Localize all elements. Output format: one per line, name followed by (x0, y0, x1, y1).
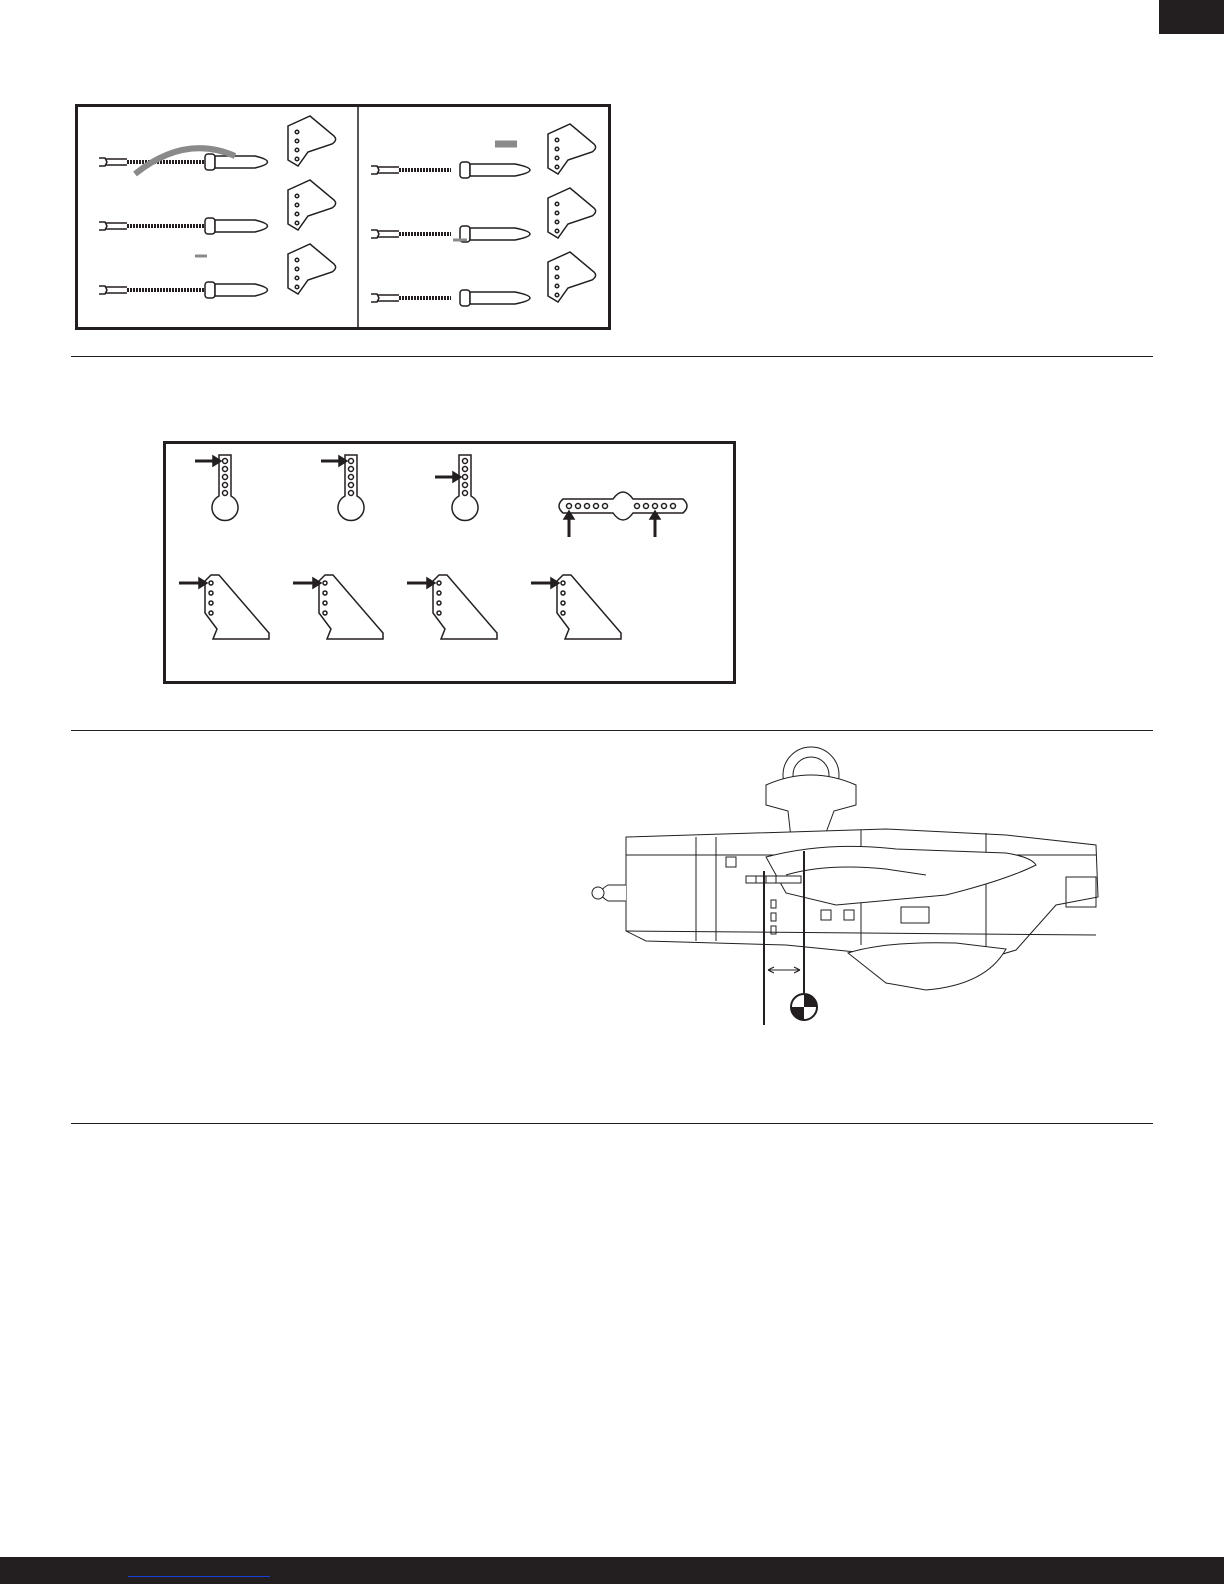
control-horn-positions-figure (163, 441, 737, 685)
page-footer (0, 1557, 1224, 1584)
section-divider (71, 356, 1153, 357)
cg-marker-icon (791, 994, 817, 1020)
section-divider (71, 1123, 1153, 1124)
clevis-installation-figure (75, 104, 611, 330)
section-divider (71, 730, 1153, 731)
section-tab (1159, 0, 1224, 34)
footer-link-underline[interactable] (128, 1576, 270, 1577)
center-of-gravity-figure (586, 745, 1112, 1037)
